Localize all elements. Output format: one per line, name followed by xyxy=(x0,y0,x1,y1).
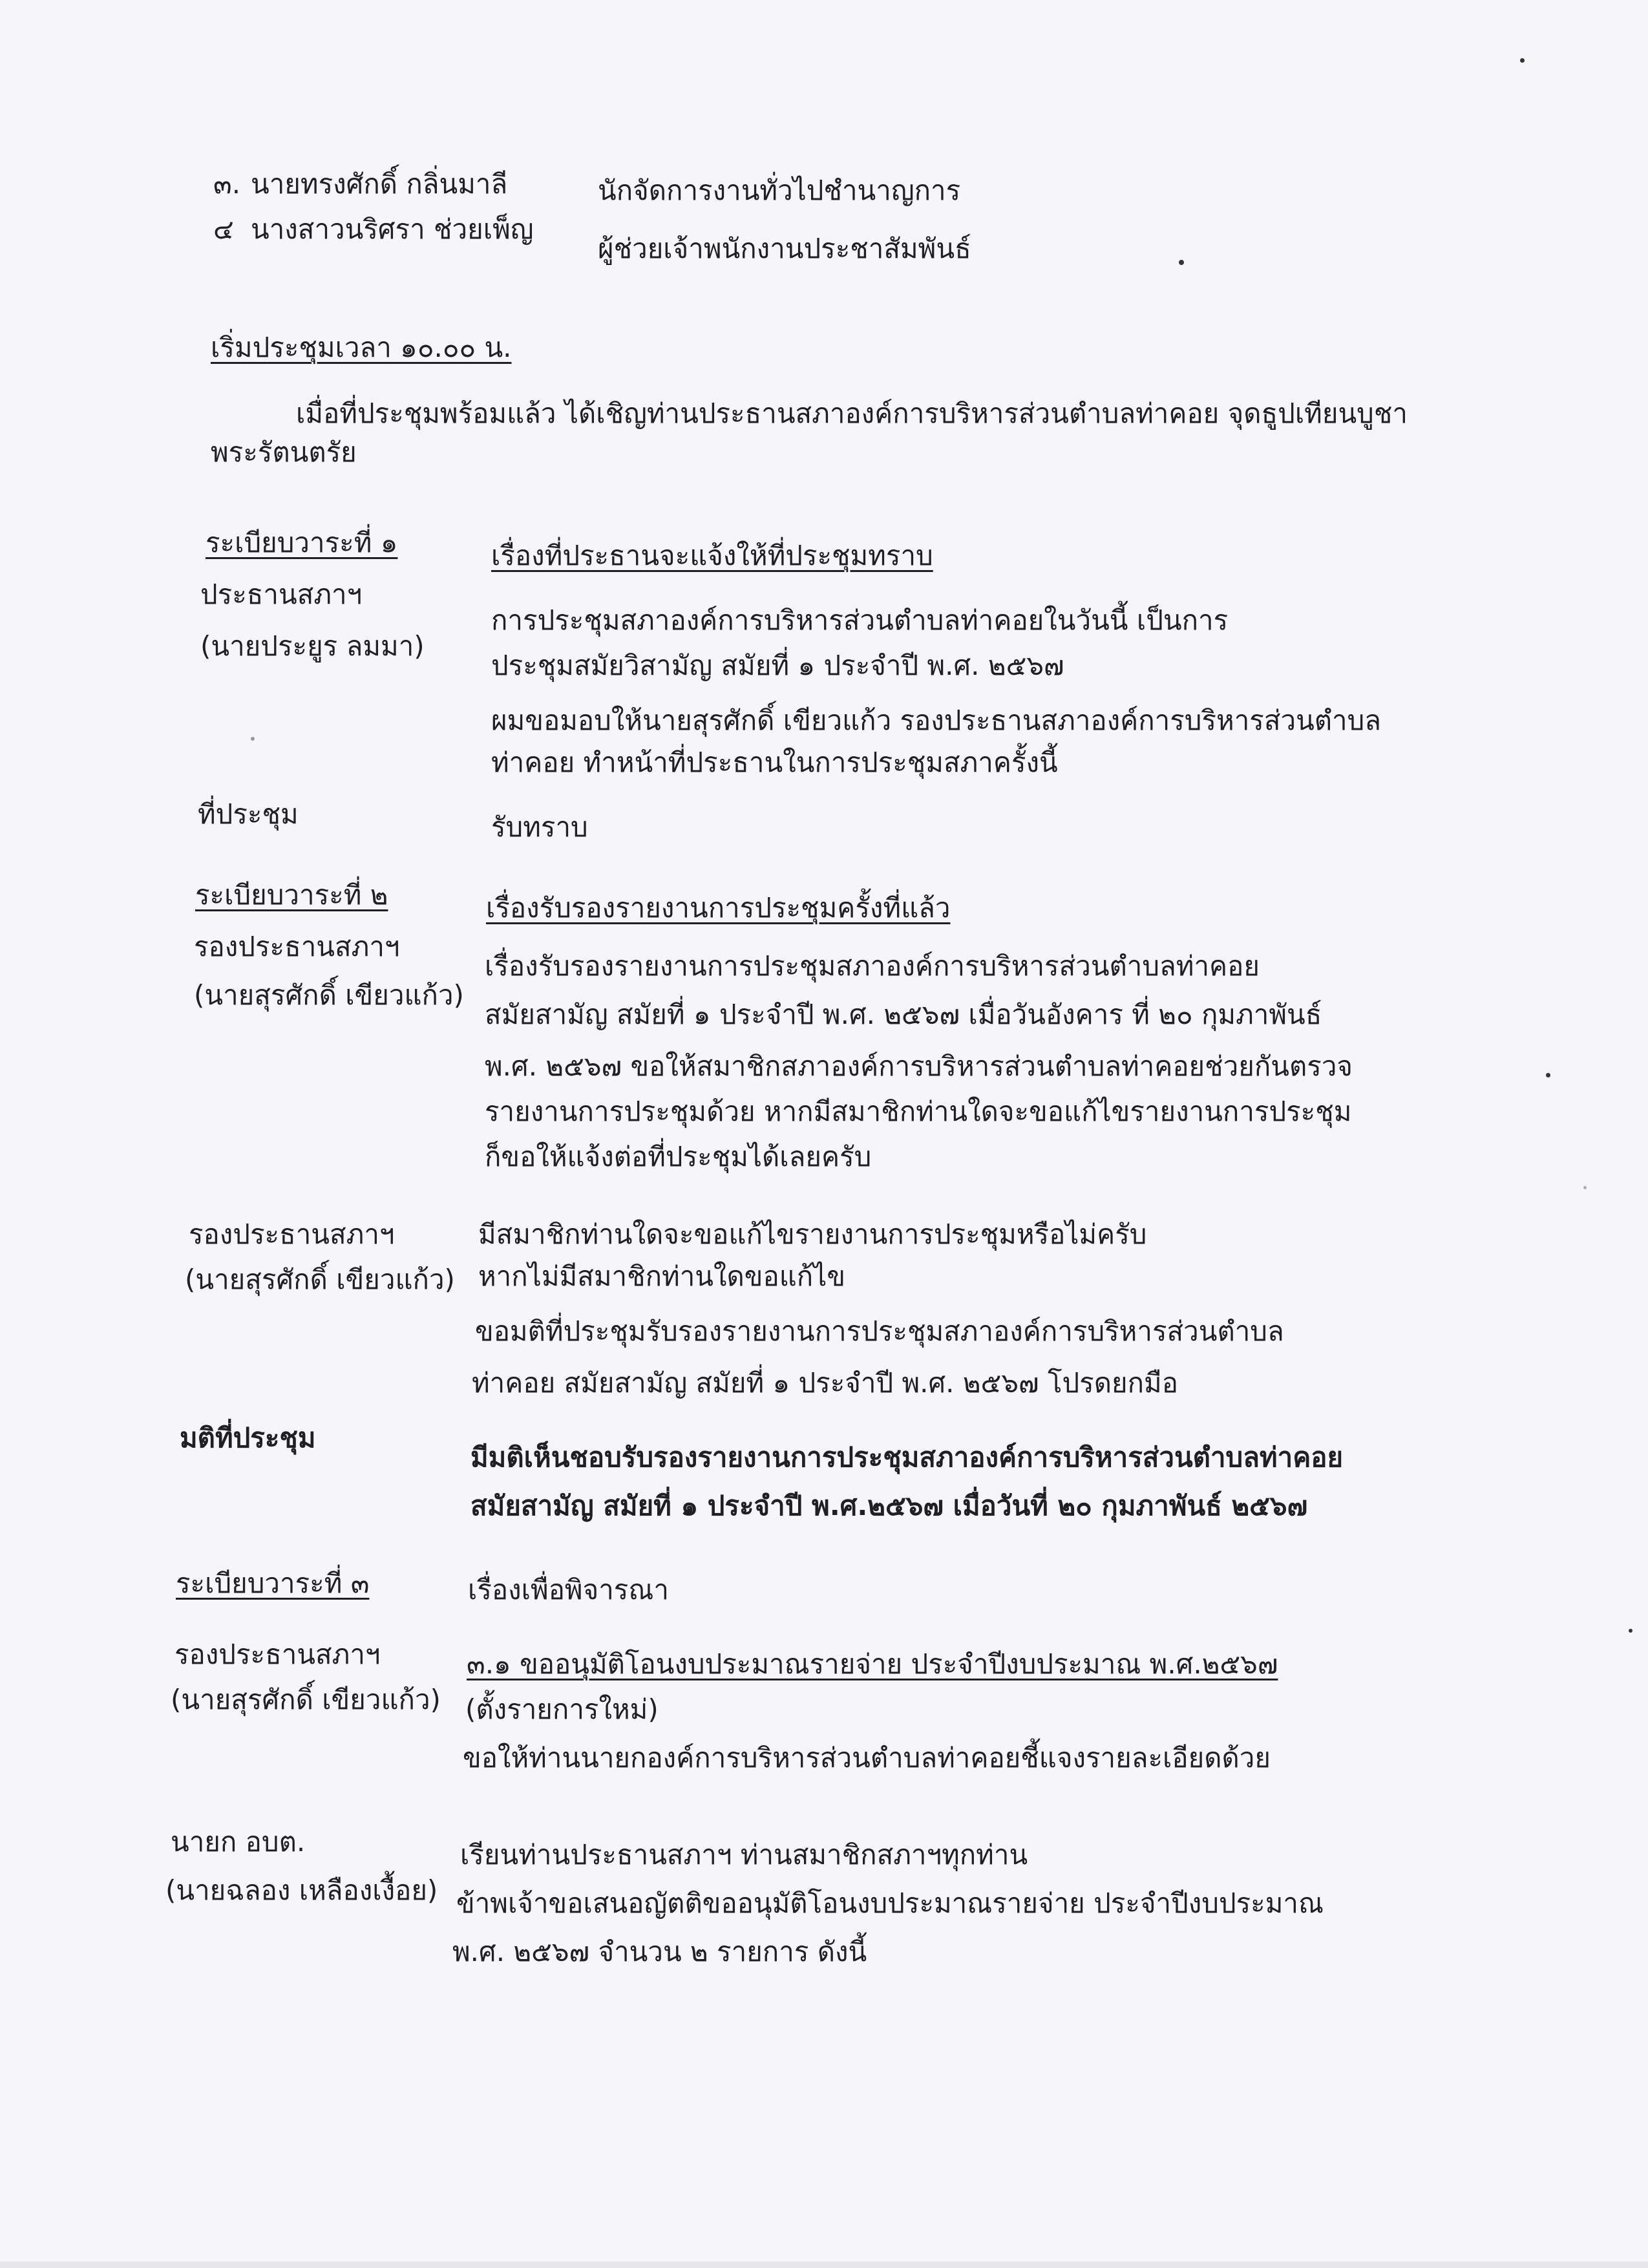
opening-line-1: เมื่อที่ประชุมพร้อมแล้ว ได้เชิญท่านประธานสภาองค์การบริหารส่วนตำบลท่าคอย จุดธูปเทียนบูชา xyxy=(296,397,1408,429)
agenda-1-line-3: ผมขอมอบให้นายสุรศักดิ์ เขียวแก้ว รองประธานสภาองค์การบริหารส่วนตำบล xyxy=(491,705,1382,736)
agenda-2-resolution-label: มติที่ประชุม xyxy=(180,1422,316,1454)
agenda-2-speech2-line-1: มีสมาชิกท่านใดจะขอแก้ไขรายงานการประชุมหรือไม่ครับ xyxy=(478,1218,1147,1250)
agenda-2-speaker-name-2: (นายสุรศักดิ์ เขียวแก้ว) xyxy=(185,1264,455,1295)
agenda-1-line-4: ท่าคอย ทำหน้าที่ประธานในการประชุมสภาครั้งนี้ xyxy=(491,747,1058,778)
scan-speck xyxy=(1179,260,1184,265)
attendee-3-name: นายทรงศักดิ์ กลิ่นมาลี xyxy=(251,168,508,200)
agenda-1-response-text: รับทราบ xyxy=(491,811,588,843)
meeting-start: เริ่มประชุมเวลา ๑๐.๐๐ น. xyxy=(211,332,512,363)
agenda-1-response-label: ที่ประชุม xyxy=(198,798,299,830)
attendee-4-name: นางสาวนริศรา ช่วยเพ็ญ xyxy=(251,213,534,245)
agenda-2-line-1: เรื่องรับรองรายงานการประชุมสภาองค์การบริหารส่วนตำบลท่าคอย xyxy=(485,950,1260,982)
agenda-1-line-1: การประชุมสภาองค์การบริหารส่วนตำบลท่าคอยในวันนี้ เป็นการ xyxy=(491,604,1229,636)
agenda-3-speaker-role-2: นายก อบต. xyxy=(171,1826,306,1858)
agenda-2-line-3: พ.ศ. ๒๕๖๗ ขอให้สมาชิกสภาองค์การบริหารส่วนตำบลท่าคอยช่วยกันตรวจ xyxy=(485,1050,1353,1082)
agenda-3-speech2-line-1: เรียนท่านประธานสภาฯ ท่านสมาชิกสภาฯทุกท่าน xyxy=(460,1839,1028,1871)
agenda-3-heading: ระเบียบวาระที่ ๓ xyxy=(176,1567,370,1599)
agenda-3-topic: เรื่องเพื่อพิจารณา xyxy=(468,1574,669,1606)
agenda-1-topic: เรื่องที่ประธานจะแจ้งให้ที่ประชุมทราบ xyxy=(491,540,933,571)
attendee-3-number: ๓. xyxy=(213,168,241,200)
agenda-2-speaker-role-2: รองประธานสภาฯ xyxy=(189,1218,395,1250)
opening-line-2: พระรัตนตรัย xyxy=(211,436,357,468)
attendee-4-number: ๔ xyxy=(213,213,234,245)
agenda-2-speaker-role: รองประธานสภาฯ xyxy=(194,931,400,962)
agenda-2-topic: เรื่องรับรองรายงานการประชุมครั้งที่แล้ว xyxy=(486,892,951,924)
scan-speck xyxy=(1546,1073,1550,1077)
agenda-3-speaker-role: รองประธานสภาฯ xyxy=(174,1638,381,1670)
agenda-3-speaker-name: (นายสุรศักดิ์ เขียวแก้ว) xyxy=(171,1684,441,1715)
agenda-2-line-2: สมัยสามัญ สมัยที่ ๑ ประจำปี พ.ศ. ๒๕๖๗ เมื่อวันอังคาร ที่ ๒๐ กุมภาพันธ์ xyxy=(485,999,1322,1030)
agenda-2-line-5: ก็ขอให้แจ้งต่อที่ประชุมได้เลยครับ xyxy=(485,1141,872,1172)
agenda-1-speaker-name: (นายประยูร ลมมา) xyxy=(200,630,425,662)
agenda-2-resolution-line-1: มีมติเห็นชอบรับรองรายงานการประชุมสภาองค์การบริหารส่วนตำบลท่าคอย xyxy=(470,1441,1344,1473)
agenda-3-speech2-line-2: ข้าพเจ้าขอเสนอญัตติขออนุมัติโอนงบประมาณรายจ่าย ประจำปีงบประมาณ xyxy=(456,1887,1324,1919)
agenda-2-speech2-line-2: หากไม่มีสมาชิกท่านใดขอแก้ไข xyxy=(478,1260,846,1292)
agenda-2-line-4: รายงานการประชุมด้วย หากมีสมาชิกท่านใดจะขอแก้ไขรายงานการประชุม xyxy=(485,1096,1352,1127)
agenda-3-line-1: (ตั้งรายการใหม่) xyxy=(465,1693,659,1725)
scan-bottom-edge xyxy=(0,2262,1648,2268)
scan-speck xyxy=(1629,1629,1632,1633)
agenda-2-heading: ระเบียบวาระที่ ๒ xyxy=(195,879,388,911)
agenda-3-item: ๓.๑ ขออนุมัติโอนงบประมาณรายจ่าย ประจำปีงบประมาณ พ.ศ.๒๕๖๗ xyxy=(467,1648,1278,1680)
scan-speck xyxy=(1583,1186,1587,1189)
attendee-3-position: นักจัดการงานทั่วไปชำนาญการ xyxy=(598,175,961,206)
attendee-4-position: ผู้ช่วยเจ้าพนักงานประชาสัมพันธ์ xyxy=(598,233,971,264)
agenda-1-speaker-role: ประธานสภาฯ xyxy=(200,578,363,610)
scan-speck xyxy=(1520,58,1525,63)
agenda-3-speaker-name-2: (นายฉลอง เหลืองเงื้อย) xyxy=(165,1874,438,1906)
agenda-1-heading: ระเบียบวาระที่ ๑ xyxy=(206,527,398,558)
scan-speck xyxy=(251,737,255,741)
agenda-1-line-2: ประชุมสมัยวิสามัญ สมัยที่ ๑ ประจำปี พ.ศ. ๒๕๖๗ xyxy=(491,650,1064,681)
agenda-2-resolution-line-2: สมัยสามัญ สมัยที่ ๑ ประจำปี พ.ศ.๒๕๖๗ เมื่อวันที่ ๒๐ กุมภาพันธ์ ๒๕๖๗ xyxy=(470,1490,1308,1521)
agenda-2-speech2-line-4: ท่าคอย สมัยสามัญ สมัยที่ ๑ ประจำปี พ.ศ. ๒๕๖๗ โปรดยกมือ xyxy=(472,1367,1178,1399)
agenda-3-line-2: ขอให้ท่านนายกองค์การบริหารส่วนตำบลท่าคอยชี้แจงรายละเอียดด้วย xyxy=(463,1742,1271,1774)
agenda-3-speech2-line-3: พ.ศ. ๒๕๖๗ จำนวน ๒ รายการ ดังนี้ xyxy=(452,1936,867,1967)
agenda-2-speech2-line-3: ขอมติที่ประชุมรับรองรายงานการประชุมสภาองค์การบริหารส่วนตำบล xyxy=(475,1315,1284,1347)
agenda-2-speaker-name: (นายสุรศักดิ์ เขียวแก้ว) xyxy=(194,979,464,1011)
